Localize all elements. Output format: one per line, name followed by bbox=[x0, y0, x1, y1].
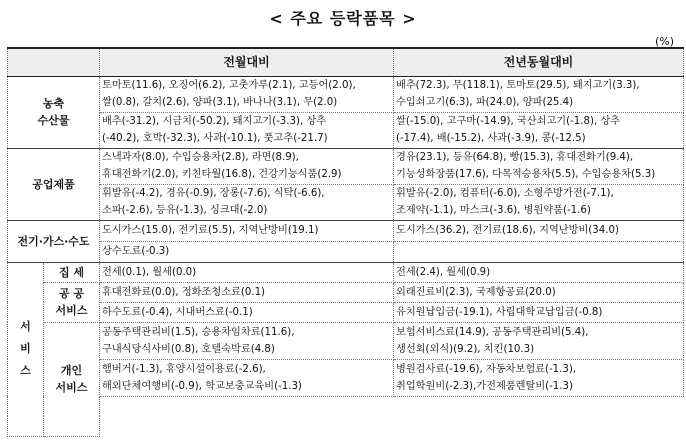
utility-mom-down: 상수도료(-0.3) bbox=[100, 241, 394, 262]
utility-yoy-up: 도시가스(36.2), 전기료(18.6), 지역난방비(34.0) bbox=[394, 220, 684, 241]
rent-yoy: 전세(2.4), 월세(0.9) bbox=[394, 262, 684, 282]
agri-label: 농축 수산물 bbox=[8, 76, 100, 148]
industrial-mom-down: 휘발유(-4.2), 경유(-0.9), 장롱(-7.6), 식탁(-6.6), 소파(-2.6), 등유(-1.3), 싱크대(-2.0) bbox=[100, 184, 394, 220]
personal-yoy-down: 병원검사료(-19.6), 자동차보험료(-1.3), 취업학원비(-2.3),가전제품렌탈비(-1.3) bbox=[394, 359, 684, 396]
agri-mom-up: 토마토(11.6), 오징어(6.2), 고춧가루(2.1), 고등어(2.0), 쌀(0.8), 갈치(2.6), 양파(3.1), 바나나(3.1), 무(2.0) bbox=[100, 76, 394, 112]
personal-label: 개인 서비스 bbox=[44, 322, 100, 437]
agri-mom-down: 배추(-31.2), 시금치(-50.2), 돼지고기(-3.3), 상추 (-40.2), 호박(-32.3), 사과(-10.1), 풋고추(-21.7) bbox=[100, 112, 394, 148]
industrial-down-row bbox=[8, 184, 684, 220]
utility-yoy-down bbox=[394, 241, 684, 262]
agri-down-row bbox=[8, 112, 684, 148]
public-label: 공 공 서비스 bbox=[44, 282, 100, 322]
personal-yoy-up: 보험서비스료(14.9), 공동주택관리비(5.4), 생선회(외식)(9.2), 치킨(10.3) bbox=[394, 322, 684, 359]
public-mom-up: 휴대전화료(0.0), 정화조청소료(0.1) bbox=[100, 282, 394, 302]
public-yoy-up: 외래진료비(2.3), 국제항공료(20.0) bbox=[394, 282, 684, 302]
utility-down-row bbox=[8, 241, 684, 262]
public-mom-down: 하수도료(-0.4), 시내버스료(-0.1) bbox=[100, 302, 394, 322]
personal-down-row bbox=[8, 359, 684, 396]
rent-label: 집 세 bbox=[44, 262, 100, 282]
public-down-row bbox=[8, 302, 684, 322]
header-row bbox=[8, 48, 684, 76]
industrial-mom-up: 스낵과자(8.0), 수입승용차(2.8), 라면(8.9), 휴대전화기(2.0), 키친타월(16.8), 건강기능식품(2.9) bbox=[100, 148, 394, 184]
rent-mom: 전세(0.1), 월세(0.0) bbox=[100, 262, 394, 282]
agri-up-row bbox=[8, 76, 684, 112]
industrial-yoy-up: 경유(23.1), 등유(64.8), 빵(15.3), 휴대전화기(9.4), 기능성화장품(17.6), 다목적승용차(5.5), 수입승용차(5.3) bbox=[394, 148, 684, 184]
header-yoy: 전년동월대비 bbox=[394, 48, 684, 76]
personal-mom-down: 햄버거(-1.3), 휴양시설이용료(-2.6), 해외단체여행비(-0.9), 학교보충교육비(-1.3) bbox=[100, 359, 394, 396]
public-up-row bbox=[8, 282, 684, 302]
personal-up-row bbox=[8, 322, 684, 359]
personal-mom-up: 공동주택관리비(1.5), 승용차임차료(11.6), 구내식당식사비(0.8), 호텔숙박료(4.8) bbox=[100, 322, 394, 359]
utility-mom-up: 도시가스(15.0), 전기료(5.5), 지역난방비(19.1) bbox=[100, 220, 394, 241]
industrial-up-row bbox=[8, 148, 684, 184]
spacer-row-1 bbox=[8, 396, 684, 416]
page-title: < 주요 등락품목 > bbox=[269, 9, 417, 28]
services-label: 서 비 스 bbox=[8, 262, 44, 437]
public-yoy-down: 유치원납입금(-19.1), 사립대학교납입금(-0.8) bbox=[394, 302, 684, 322]
header-mom: 전월대비 bbox=[100, 48, 394, 76]
agri-yoy-down: 쌀(-15.0), 고구마(-14.9), 국산쇠고기(-1.8), 상추 (-17.4), 배(-15.2), 사과(-3.9), 콩(-12.5) bbox=[394, 112, 684, 148]
spacer-row-2 bbox=[8, 416, 684, 436]
unit-label: (%) bbox=[654, 35, 674, 48]
industrial-yoy-down: 휘발유(-2.0), 컴퓨터(-6.0), 소형주방가전(-7.1), 조제약(-1.1), 마스크(-3.6), 병원약품(-1.6) bbox=[394, 184, 684, 220]
header-blank bbox=[8, 48, 100, 76]
rent-row bbox=[8, 262, 684, 282]
agri-yoy-up: 배추(72.3), 무(118.1), 토마토(29.5), 돼지고기(3.3), 수입쇠고기(6.3), 파(24.0), 양파(25.4) bbox=[394, 76, 684, 112]
utility-label: 전기·가스·수도 bbox=[8, 220, 100, 262]
utility-up-row bbox=[8, 220, 684, 241]
industrial-label: 공업제품 bbox=[8, 148, 100, 220]
price-change-table bbox=[7, 47, 684, 437]
